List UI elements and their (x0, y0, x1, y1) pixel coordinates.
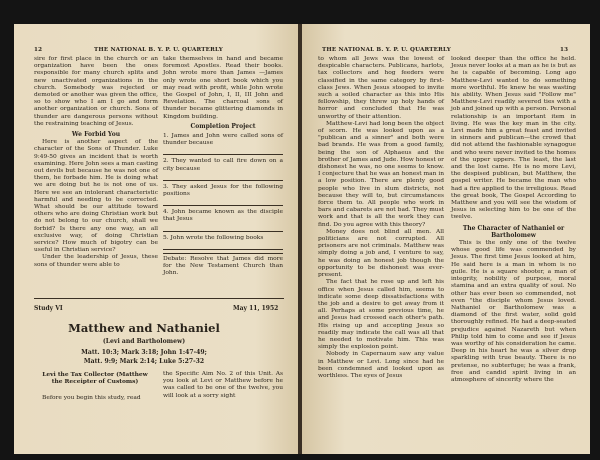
answer-blank[interactable] (163, 243, 283, 250)
section-heading: We Forbid You (71, 131, 121, 139)
left-running-title: THE NATIONAL B. Y. P. U. QUARTERLY (94, 47, 223, 53)
left-column-2 (163, 56, 283, 277)
left-column-1 (34, 56, 158, 269)
scripture-references: Matt. 9:9; Mark 2:14; Luke 5:27-32 (83, 358, 205, 365)
paragraph: Matthew-Levi had long been the object of scorn. He was looked upon as a "publican and a sinner" and both were bad brands. He was from a good family, being the son of Alphaeus and the brother of James and Jude. How honest or dishonest he was, no one seems to know. I conjecture that he was an honest man in a low position. There are plenty good people who live in slum districts, not because they will to, but circumstances force them to. All people who work in bars and cabarets are not bad. They must work and that is all the work they can find. Do you agree with this theory? (318, 120, 444, 228)
paragraph: This is the only one of the twelve whose good life was commended by Jesus. The first time Jesus looked at him, He said here is a man in whom is no guile. He is a square shooter, a man of integrity, nobility of purpose, moral stamina and an extra quality of soul. No other has ever been so commended, not even "the disciple whom Jesus loved. Nathaniel or Bartholomew was a diamond of the first water, solid gold thoroughly refined. He had a deep-seated prejudice against Nazareth but when Philip told him to come and see if Jesus was worthy of his consideration he came. Deep in his heart he was a silver drop sparkling with true beauty. There is no pretense, no subterfuge; he was a frank, free and candid spirit living in an atmosphere of sincerity where the (451, 240, 576, 383)
paragraph: Under the leadership of Jesus, these sons of thunder were able to (34, 254, 158, 268)
answer-blank[interactable] (163, 199, 283, 206)
paragraph: Here is another aspect of the character of the Sons of Thunder. Luke 9:49-50 gives an incident that is worth examining. Here John sees a man casting out devils but because he was not one of them, he forbade him. He is doing what we are doing but he is not one of us. Here we see an intolerant characteristic harmful and needing to be corrected. What should be our attitude toward others who are doing Christian work but do not belong to our church, shall we forbid? Is there any one way, an all exclusive way, of doing Christian service? How much of bigotry can be useful in Christian service? (34, 139, 158, 254)
right-column-2 (451, 56, 576, 384)
question-4: 4. John became known as the disciple that Jesus (163, 209, 283, 231)
lesson-col2-text: the Specific Aim No. 2 of this Unit. As you look at Levi or Matthew before he was called to be one of the twelve, you will look at a sorry sight (163, 371, 283, 399)
lesson-subtitle: (Levi and Bartholomew) (102, 338, 186, 345)
answer-blank[interactable] (163, 225, 283, 232)
lesson-col1-text: Before you begin this study, read (42, 395, 141, 401)
right-running-title: THE NATIONAL B. Y. P. U. QUARTERLY (322, 47, 451, 53)
lesson-date: May 11, 1952 (233, 305, 279, 312)
left-page-number: 12 (34, 47, 43, 53)
paragraph: Money does not blind all men. All politicians are not corrupted. All prisoners are not criminals. Matthew was simply doing a job and, I venture to say, he was doing an honest job though the opportunity to be dishonest was ever-present. (318, 228, 444, 279)
paragraph: Nobody in Capernaum saw any value in Matthew or Levi. Long since had he been condemned and looked upon as worthless. The eyes of Jesus (318, 351, 444, 379)
question-5: 5. John wrote the following books (163, 235, 283, 250)
answer-blank[interactable] (163, 148, 283, 155)
right-page-number: 13 (560, 47, 569, 53)
lesson-section-heading: Levi the Tax Collector (Matthew the Receipter of Customs) (42, 371, 148, 386)
completion-project-heading: Completion Project (190, 122, 256, 130)
lesson-title: Matthew and Nathaniel (68, 321, 220, 335)
book-gutter (298, 24, 302, 454)
scripture-references: Matt. 10:3; Mark 3:18; John 1:47-49; (81, 349, 207, 356)
debate-text: Debate: Resolve that James did more for the New Testament Church than John. (163, 253, 283, 278)
divider-rule (34, 298, 284, 299)
section-heading: The Character of Nathaniel or Bartholomew (462, 224, 565, 239)
question-1: 1. James and John were called sons of thunder because (163, 133, 283, 155)
paragraph: looked deeper than the office he held. Jesus never looks at a man as he is but as he is capable of becoming. Long ago Matthew-Levi wanted to do something more worthful. He knew he was wasting his ability. When Jesus said "Follow me" Matthew-Levi readily severed ties with a job and joined up with a person. Personal relationship is an important item in living. He was the key man in the city. Levi made him a great feast and invited in sinners and publican—the crowd that did not attend the fashionable synagogue and who were never invited to the homes of the upper uppers. The least, the last and the lost came. He is no more Levi, the despised publican, but Matthew, the gospel writer. He became the man who had a fire applied to the irreligious. Read the great book, The Gospel According to Matthew and you will see the wisdom of Jesus in selecting him to be one of the twelve. (451, 56, 576, 221)
paragraph: The fact that he rose up and left his office when Jesus called him, seems to indicate some deep dissatisfactions with the job and a desire to get away from it all. Perhaps at some previous time, he and Jesus had crossed each other's path. His rising up and accepting Jesus so readily may indicate the call was all that he needed to motivate him. This was simply the explosion point. (318, 279, 444, 351)
paragraph: to whom all Jews was the lowest of despicable characters. Publicans, harlots, tax collectors and hog feeders were classified in the same category by first-class Jews. When Jesus stooped to invite such a soiled character as this into His fellowship, they threw up holy hands of horror and concluded that He was unworthy of their attention. (318, 56, 444, 120)
paragraph: sire for first place in the church or an organization have been the ones responsible for many church splits and new unactivated organizations in the church. Somebody was rejected or demoted or another was given the office, so to show who I am I go and form another organization or church. Sons of thunder are dangerous persons without the restraining teaching of Jesus. (34, 56, 158, 127)
right-column-1 (318, 56, 444, 380)
question-2: 2. They wanted to call fire down on a city because (163, 158, 283, 180)
study-label: Study VI (34, 305, 63, 312)
answer-blank[interactable] (163, 174, 283, 181)
paragraph: take themselves in hand and became foremost Apostles. Read their books. John wrote more than James —James only wrote one short book which you may read with profit, while John wrote the Gospel of John, I, II, III John and Revelation. The charcoal sons of thunder became glittering diamonds in Kingdom building. (163, 56, 283, 120)
question-3: 3. They asked Jesus for the following positions (163, 184, 283, 206)
